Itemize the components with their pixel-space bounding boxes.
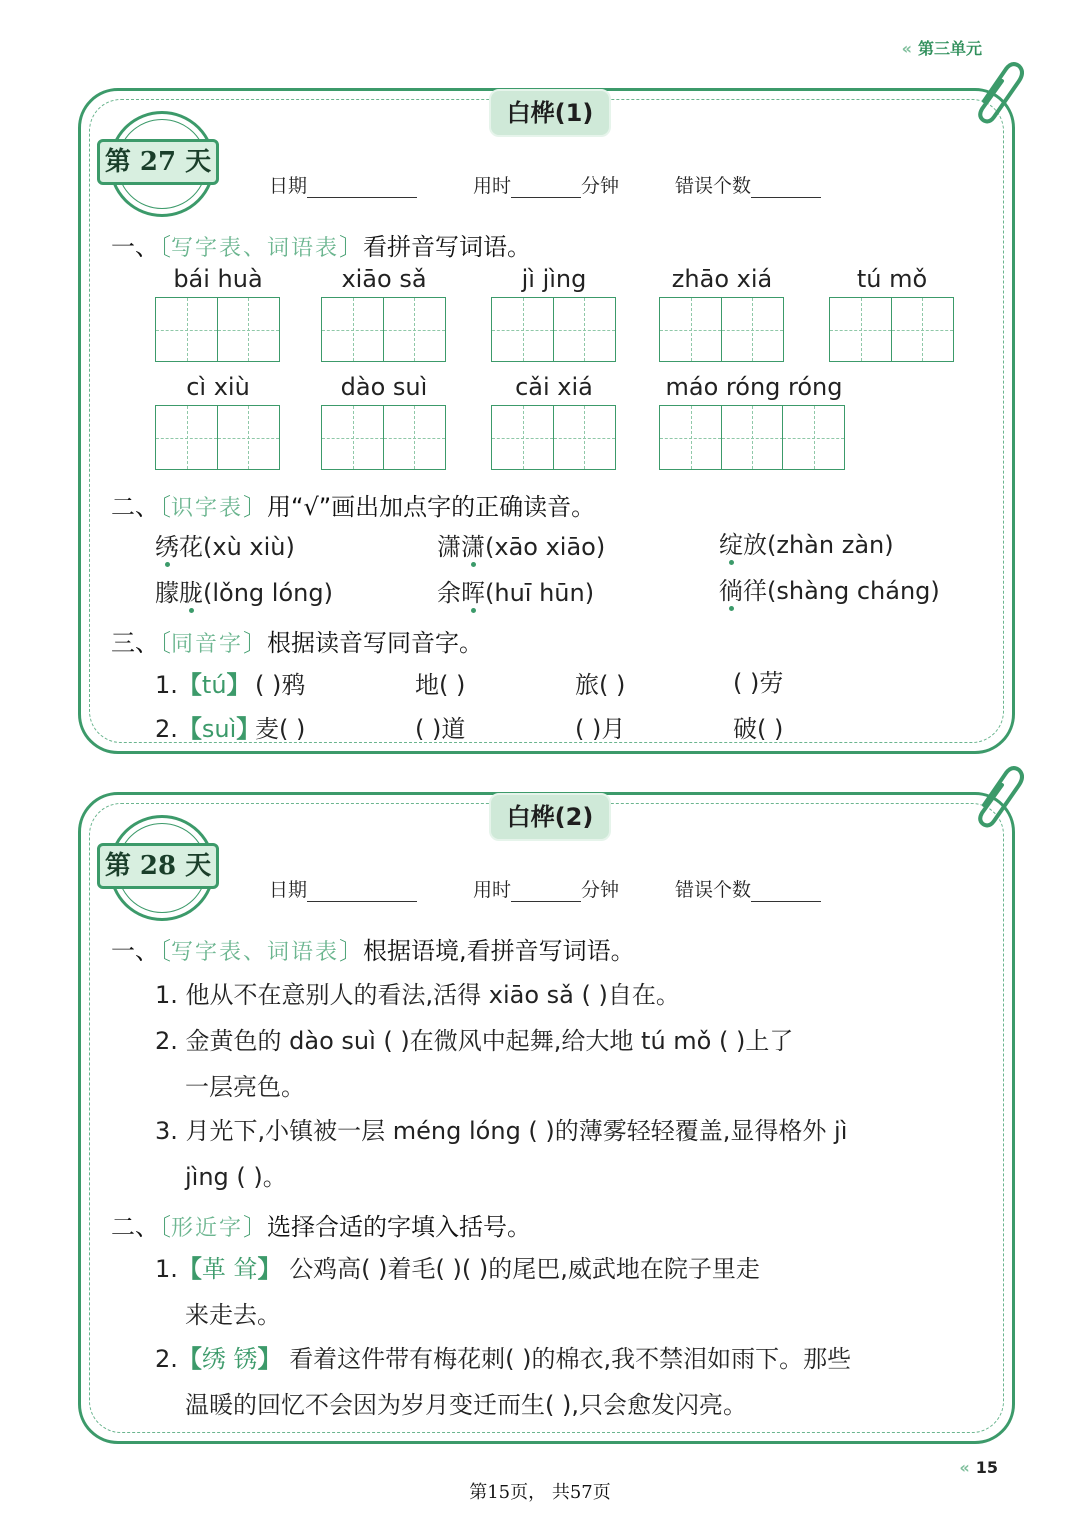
writing-grid[interactable] <box>659 297 782 362</box>
pinyin-label: jì jìng <box>521 265 587 293</box>
pinyin-label: cì xiù <box>186 373 250 401</box>
time-blank[interactable] <box>511 880 581 902</box>
page-footer: 第15页， 共57页 <box>469 1482 611 1503</box>
time-field[interactable]: 用时 分钟 <box>473 879 620 901</box>
fill-blank[interactable]: ( )劳 <box>733 669 784 697</box>
reading-choice[interactable]: 潇潇(xāo xiāo) <box>437 533 606 561</box>
unit-label: « 第三单元 <box>901 39 982 58</box>
pinyin-label: bái huà <box>173 265 263 293</box>
fill-blank[interactable]: ( )月 <box>575 715 626 743</box>
lesson-title: 白桦(2) <box>489 793 611 841</box>
homophone-row: 2.【suì】 <box>155 715 261 743</box>
errors-blank[interactable] <box>751 176 821 198</box>
question-line[interactable]: 1. 他从不在意别人的看法,活得 xiāo sǎ ( )自在。 <box>155 981 680 1009</box>
day-label: 第 28 天 <box>97 843 219 889</box>
writing-grid[interactable] <box>155 297 278 362</box>
chevron-left-icon: « <box>959 1458 970 1477</box>
fill-blank[interactable]: 破( ) <box>733 715 784 743</box>
question-line[interactable]: 温暖的回忆不会因为岁月变迁而生( ),只会愈发闪亮。 <box>185 1391 747 1419</box>
paperclip-icon <box>972 61 1024 127</box>
pinyin-label: máo róng róng <box>665 373 843 401</box>
time-blank[interactable] <box>511 176 581 198</box>
exercise-card-day-27 <box>78 88 1015 754</box>
section-heading: 一、〔写字表、词语表〕看拼音写词语。 <box>111 233 532 261</box>
reading-choice[interactable]: 徜徉(shàng cháng) <box>719 577 940 605</box>
paperclip-icon <box>972 765 1024 831</box>
question-line: 一层亮色。 <box>185 1073 305 1101</box>
day-label: 第 27 天 <box>97 139 219 185</box>
errors-field[interactable]: 错误个数 <box>675 171 821 198</box>
page-number: « 15 <box>959 1458 998 1477</box>
writing-grid[interactable] <box>491 405 614 470</box>
exercise-card-day-28 <box>78 792 1015 1444</box>
section-heading: 二、〔识字表〕用“√”画出加点字的正确读音。 <box>111 493 596 521</box>
question-line[interactable]: 1.【革 耸】 公鸡高( )着毛( )( )的尾巴,威武地在院子里走 <box>155 1255 760 1283</box>
errors-field[interactable]: 错误个数 <box>675 875 821 902</box>
section-heading: 三、〔同音字〕根据读音写同音字。 <box>111 629 484 657</box>
time-field[interactable]: 用时 分钟 <box>473 175 620 197</box>
fill-blank[interactable]: 麦( ) <box>255 715 306 743</box>
pinyin-label: dào suì <box>340 373 428 401</box>
errors-blank[interactable] <box>751 880 821 902</box>
fill-blank[interactable]: ( )鸦 <box>255 671 306 699</box>
question-line[interactable]: 2.【绣 锈】 看着这件带有梅花刺( )的棉衣,我不禁泪如雨下。那些 <box>155 1345 852 1373</box>
chevron-left-icon: « <box>901 39 912 58</box>
reading-choice[interactable]: 绣花(xù xiù) <box>155 533 295 561</box>
date-field[interactable]: 日期 <box>269 171 417 198</box>
pinyin-label: xiāo sǎ <box>341 265 427 293</box>
writing-grid[interactable] <box>321 297 444 362</box>
writing-grid[interactable] <box>491 297 614 362</box>
date-blank[interactable] <box>307 176 417 198</box>
writing-grid[interactable] <box>155 405 278 470</box>
pinyin-label: tú mǒ <box>856 265 928 293</box>
pinyin-label: cǎi xiá <box>515 373 593 401</box>
section-heading: 一、〔写字表、词语表〕根据语境,看拼音写词语。 <box>111 937 635 965</box>
reading-choice[interactable]: 绽放(zhàn zàn) <box>719 531 894 559</box>
fill-blank[interactable]: 旅( ) <box>575 671 626 699</box>
fill-blank[interactable]: 地( ) <box>415 671 466 699</box>
question-line: 来走去。 <box>185 1301 281 1329</box>
reading-choice[interactable]: 朦胧(lǒng lóng) <box>155 579 333 607</box>
writing-grid[interactable] <box>659 405 844 470</box>
reading-choice[interactable]: 余晖(huī hūn) <box>437 579 595 607</box>
homophone-row: 1.【tú】 <box>155 671 251 699</box>
question-line[interactable]: 2. 金黄色的 dào suì ( )在微风中起舞,给大地 tú mǒ ( )上了 <box>155 1027 794 1055</box>
pinyin-label: zhāo xiá <box>671 265 773 293</box>
date-blank[interactable] <box>307 880 417 902</box>
writing-grid[interactable] <box>829 297 952 362</box>
question-line[interactable]: 3. 月光下,小镇被一层 méng lóng ( )的薄雾轻轻覆盖,显得格外 jì <box>155 1117 848 1145</box>
date-field[interactable]: 日期 <box>269 875 417 902</box>
lesson-title: 白桦(1) <box>489 89 611 137</box>
question-line[interactable]: jìng ( )。 <box>185 1163 287 1191</box>
section-heading: 二、〔形近字〕选择合适的字填入括号。 <box>111 1213 532 1241</box>
fill-blank[interactable]: ( )道 <box>415 715 466 743</box>
writing-grid[interactable] <box>321 405 444 470</box>
